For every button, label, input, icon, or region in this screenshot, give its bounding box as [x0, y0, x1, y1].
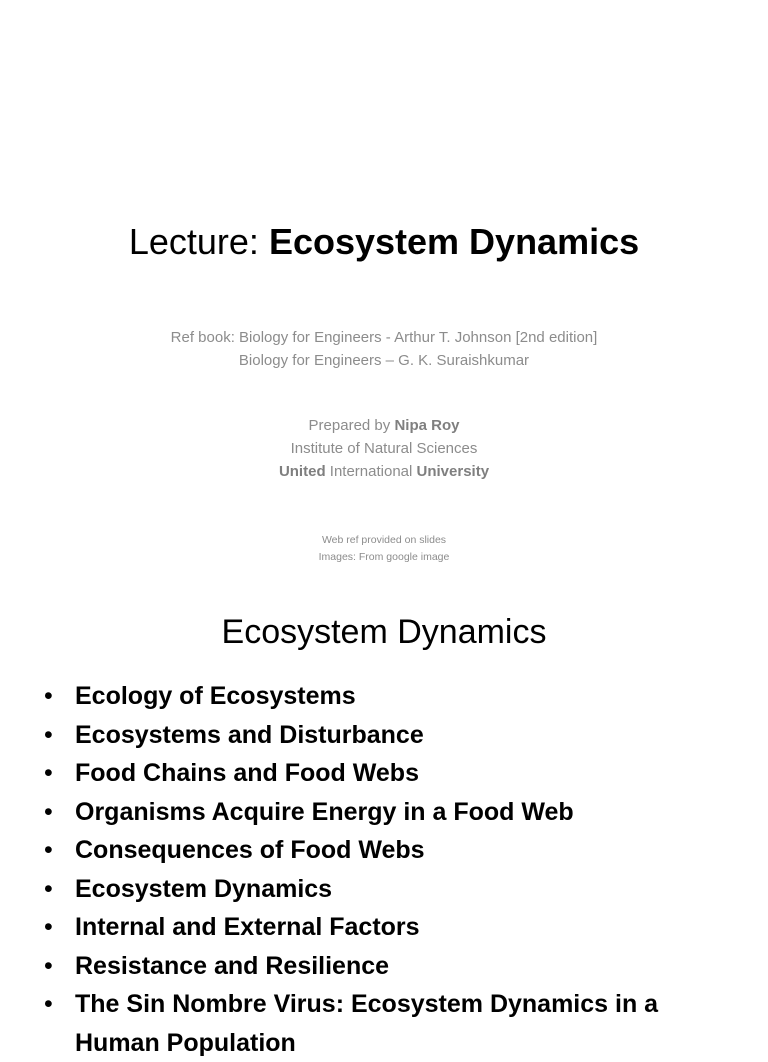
bullet-icon: • [44, 985, 53, 1024]
ref-book-2: Biology for Engineers – G. K. Suraishkumar [0, 349, 768, 372]
bullet-icon: • [44, 870, 53, 909]
bullet-icon: • [44, 754, 53, 793]
institute-name: Institute of Natural Sciences [0, 437, 768, 460]
list-item [42, 947, 658, 986]
outline-title: Ecosystem Dynamics [0, 608, 768, 656]
bullet-icon: • [44, 716, 53, 755]
author-block [0, 414, 768, 483]
prepared-by-label: Prepared by [309, 417, 395, 434]
lecture-title-prefix: Lecture: [129, 221, 269, 262]
university-word-united: United [279, 463, 326, 480]
list-item [42, 754, 658, 793]
bullet-icon: • [44, 677, 53, 716]
lecture-title [0, 218, 768, 266]
list-item-continued [42, 1024, 658, 1062]
bullet-icon: • [44, 831, 53, 870]
list-item-text: Food Chains and Food Webs [75, 759, 419, 787]
reference-books [0, 326, 768, 372]
list-item [42, 793, 658, 832]
images-ref-note: Images: From google image [0, 549, 768, 566]
source-notes [0, 532, 768, 566]
university-word-international: International [326, 463, 417, 480]
list-item [42, 831, 658, 870]
bullet-icon: • [44, 908, 53, 947]
list-item [42, 870, 658, 909]
list-item [42, 677, 658, 716]
ref-book-1: Ref book: Biology for Engineers - Arthur T. Johnson [2nd edition] [0, 326, 768, 349]
lecture-title-topic: Ecosystem Dynamics [269, 221, 639, 262]
list-item-text: Ecology of Ecosystems [75, 682, 356, 710]
list-item-text: Internal and External Factors [75, 913, 420, 941]
list-item-text: Human Population [75, 1029, 296, 1057]
list-item-text: The Sin Nombre Virus: Ecosystem Dynamics in a [75, 990, 658, 1018]
list-item-text: Ecosystems and Disturbance [75, 721, 424, 749]
list-item-text: Resistance and Resilience [75, 952, 389, 980]
bullet-icon: • [44, 947, 53, 986]
prepared-by-line [0, 414, 768, 437]
list-item-text: Ecosystem Dynamics [75, 875, 332, 903]
outline-list [42, 677, 658, 1062]
university-word-university: University [417, 463, 490, 480]
list-item [42, 985, 658, 1024]
university-name [0, 460, 768, 483]
list-item-text: Organisms Acquire Energy in a Food Web [75, 798, 574, 826]
bullet-icon: • [44, 793, 53, 832]
author-name: Nipa Roy [394, 417, 459, 434]
list-item [42, 908, 658, 947]
list-item [42, 716, 658, 755]
web-ref-note: Web ref provided on slides [0, 532, 768, 549]
list-item-text: Consequences of Food Webs [75, 836, 425, 864]
